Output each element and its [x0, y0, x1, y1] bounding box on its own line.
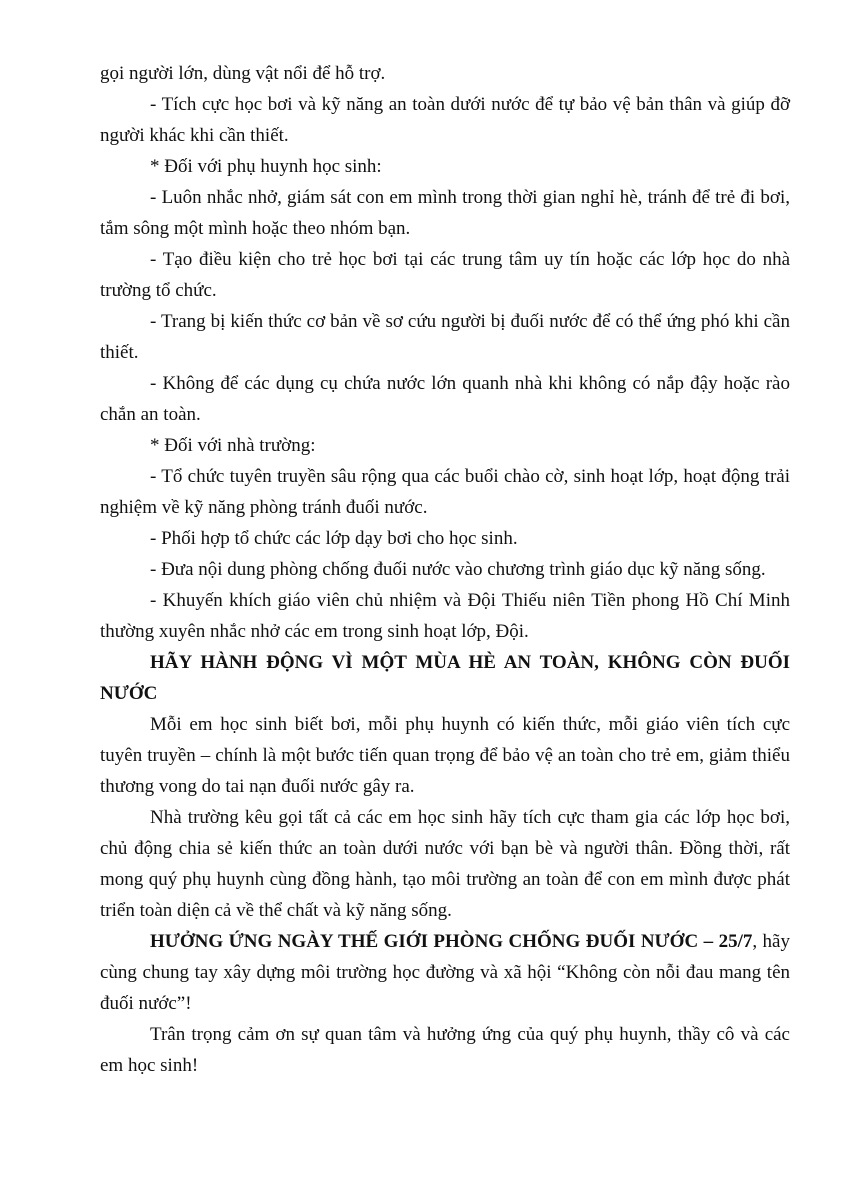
paragraph-student-learn-swim: - Tích cực học bơi và kỹ năng an toàn dưới nước để tự bảo vệ bản thân và giúp đỡ người khác khi cần thiết.	[100, 94, 790, 146]
response-day-text: , hãy cùng chung tay xây dựng môi trường học đường và xã hội “Không còn nỗi đau mang tên đuối nước”!	[100, 931, 790, 1014]
paragraph-school-propaganda: - Tổ chức tuyên truyền sâu rộng qua các buổi chào cờ, sinh hoạt lớp, hoạt động trải nghiệm về kỹ năng phòng tránh đuối nước.	[100, 466, 790, 518]
section-heading-action: HÃY HÀNH ĐỘNG VÌ MỘT MÙA HÈ AN TOÀN, KHÔNG CÒN ĐUỐI NƯỚC	[100, 652, 790, 704]
paragraph-school-calls: Nhà trường kêu gọi tất cả các em học sinh hãy tích cực tham gia các lớp học bơi, chủ động chia sẻ kiến thức an toàn dưới nước với bạn bè và người thân. Đồng thời, rất mong quý phụ huynh cùng đồng hành, tạo môi trường an toàn để con em mình được phát triển toàn diện cả về thể chất và kỹ năng sống.	[100, 807, 790, 921]
section-label-parents: * Đối với phụ huynh học sinh:	[150, 156, 382, 177]
paragraph-school-teachers: - Khuyến khích giáo viên chủ nhiệm và Đội Thiếu niên Tiền phong Hồ Chí Minh thường xuyên nhắc nhở các em trong sinh hoạt lớp, Đội.	[100, 590, 790, 642]
paragraph-parents-supervise: - Luôn nhắc nhở, giám sát con em mình trong thời gian nghỉ hè, tránh để trẻ đi bơi, tắm sông một mình hoặc theo nhóm bạn.	[100, 187, 790, 239]
section-label-school: * Đối với nhà trường:	[150, 435, 316, 456]
paragraph-school-curriculum: - Đưa nội dung phòng chống đuối nước vào chương trình giáo dục kỹ năng sống.	[150, 559, 766, 580]
paragraph-response-day	[100, 926, 790, 1019]
document-page	[100, 58, 790, 1081]
paragraph-parents-swim-class: - Tạo điều kiện cho trẻ học bơi tại các trung tâm uy tín hoặc các lớp học do nhà trường tổ chức.	[100, 249, 790, 301]
paragraph-school-swim-classes: - Phối hợp tổ chức các lớp dạy bơi cho học sinh.	[150, 528, 518, 549]
paragraph-continuation: gọi người lớn, dùng vật nổi để hỗ trợ.	[100, 63, 386, 84]
paragraph-parents-water-containers: - Không để các dụng cụ chứa nước lớn quanh nhà khi không có nắp đậy hoặc rào chắn an toàn.	[100, 373, 790, 425]
response-day-title: HƯỞNG ỨNG NGÀY THẾ GIỚI PHÒNG CHỐNG ĐUỐI NƯỚC – 25/7	[150, 931, 753, 952]
paragraph-thanks: Trân trọng cảm ơn sự quan tâm và hưởng ứng của quý phụ huynh, thầy cô và các em học sinh!	[100, 1024, 790, 1076]
paragraph-every-student: Mỗi em học sinh biết bơi, mỗi phụ huynh có kiến thức, mỗi giáo viên tích cực tuyên truyền – chính là một bước tiến quan trọng để bảo vệ an toàn cho trẻ em, giảm thiểu thương vong do tai nạn đuối nước gây ra.	[100, 714, 790, 797]
paragraph-parents-first-aid: - Trang bị kiến thức cơ bản về sơ cứu người bị đuối nước để có thể ứng phó khi cần thiết.	[100, 311, 790, 363]
